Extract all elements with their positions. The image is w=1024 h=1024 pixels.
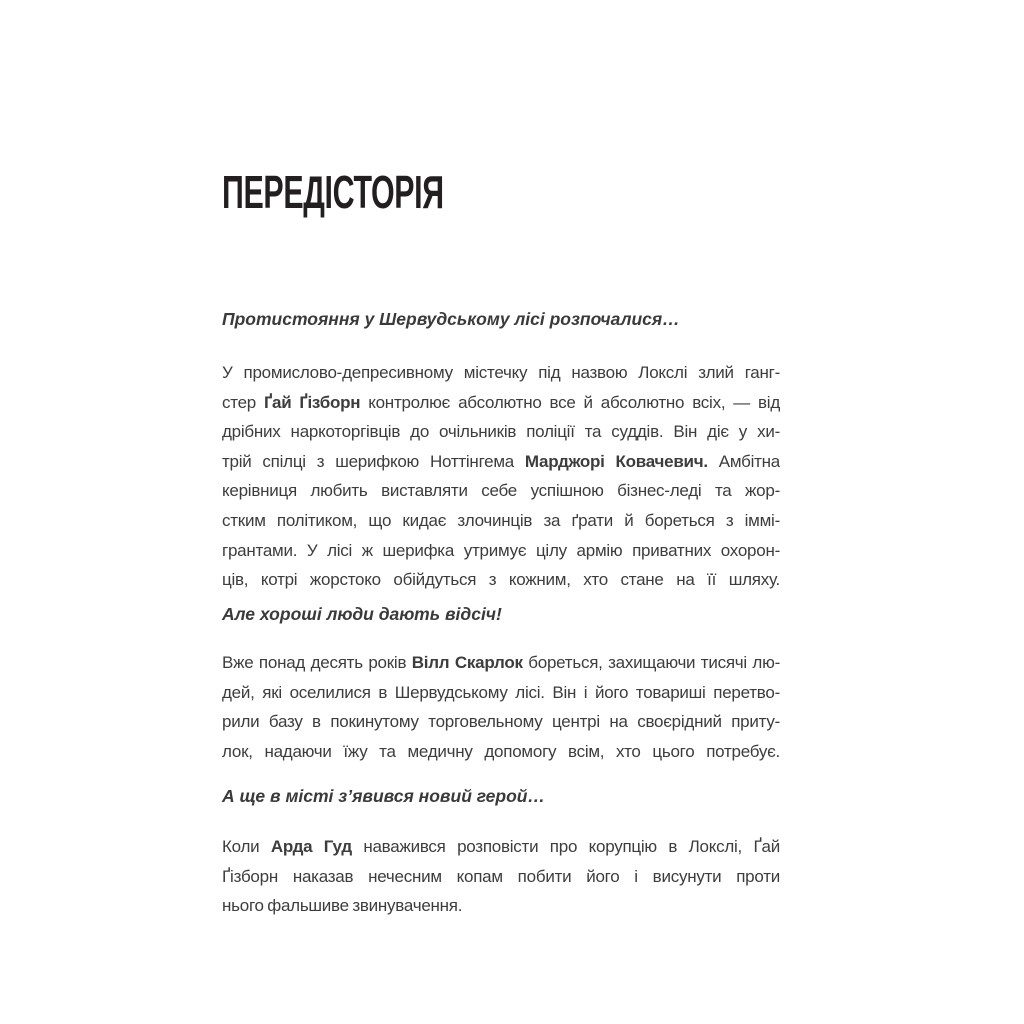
section-heading-2: Але хороші люди дають відсіч! xyxy=(222,604,502,624)
text-line: стер Ґай Ґізборн контролює абсолютно все й абсолютно всіх, — від xyxy=(222,392,780,412)
section-heading-3: А ще в місті з’явився новий герой… xyxy=(222,786,545,806)
text-line: Коли Арда Гуд наважився розповісти про корупцію в Локслі, Ґай xyxy=(222,837,780,856)
text-line: трій спілці з шерифкою Ноттінгема Марджорі Ковачевич. Амбітна xyxy=(222,451,780,471)
text-line: стким політиком, що кидає злочинців за ґрати й бореться з іммі- xyxy=(222,510,780,530)
paragraph-3 xyxy=(222,832,780,921)
text-line: У промислово-депресивному містечку під назвою Локслі злий ганг- xyxy=(222,363,780,382)
text-line: керівниця любить виставляти себе успішною бізнес-леді та жор- xyxy=(222,481,780,501)
text-line: рили базу в покинутому торговельному центрі на своєрідний приту- xyxy=(222,712,780,732)
text-line: дей, які оселилися в Шервудському лісі. Він і його товариші перетво- xyxy=(222,682,780,702)
text-line: Вже понад десять років Вілл Скарлок бореться, захищаючи тисячі лю- xyxy=(222,653,780,672)
text-line: дрібних наркоторгівців до очільників поліції та суддів. Він діє у хи- xyxy=(222,422,780,442)
text-line: нього фальшиве звинувачення. xyxy=(222,896,463,916)
paragraph-1 xyxy=(222,358,780,595)
page-title: ПЕРЕДІСТОРІЯ xyxy=(222,166,444,218)
text-line: Ґізборн наказав нечесним копам побити його і висунути проти xyxy=(222,866,780,886)
text-line: грантами. У лісі ж шерифка утримує цілу армію приватних охорон- xyxy=(222,540,780,560)
text-line: лок, надаючи їжу та медичну допомогу всім, хто цього потребує. xyxy=(222,741,780,761)
text-line: ців, котрі жорстоко обійдуться з кожним, хто стане на її шляху. xyxy=(222,570,780,590)
paragraph-2 xyxy=(222,648,780,766)
section-heading-1: Протистояння у Шервудському лісі розпочалися… xyxy=(222,309,680,329)
